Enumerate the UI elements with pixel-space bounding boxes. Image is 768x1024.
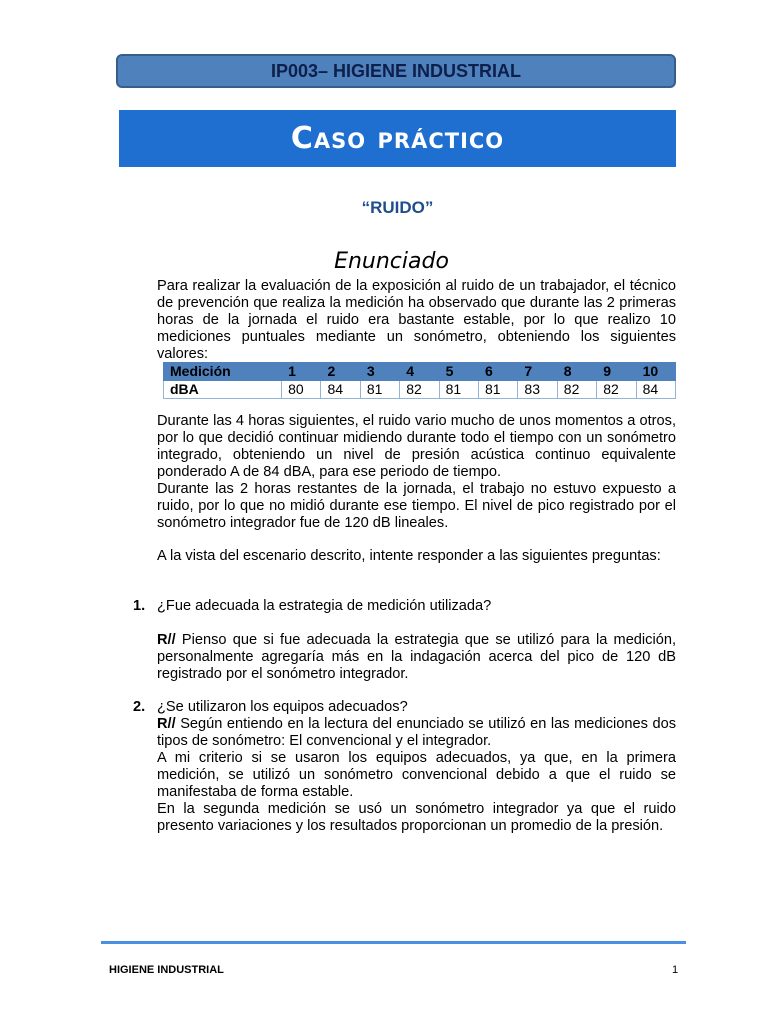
question-number: 1.	[133, 598, 146, 614]
table-column-header: 6	[479, 363, 518, 381]
answer-block	[157, 632, 676, 683]
table-column-header: 4	[400, 363, 439, 381]
table-column-header: 5	[439, 363, 478, 381]
answer-prefix: R//	[157, 632, 176, 648]
table-column-header: 3	[360, 363, 399, 381]
statement-paragraph: Durante las 2 horas restantes de la jornada, el trabajo no estuvo expuesto a ruido, por lo que no midió durante ese tiempo. El nivel de pico registrado por el sonómetro integrador fue de 120 dB lineales.	[157, 481, 676, 531]
table-column-header: 1	[282, 363, 321, 381]
table-row-label: dBA	[164, 381, 282, 399]
table-cell: 84	[321, 381, 360, 399]
footer-divider	[101, 941, 686, 944]
footer-course-name: HIGIENE INDUSTRIAL	[109, 964, 224, 976]
case-subtitle: “RUIDO”	[361, 198, 434, 217]
table-cell: 80	[282, 381, 321, 399]
table-column-header: 7	[518, 363, 557, 381]
table-cell: 83	[518, 381, 557, 399]
case-title: Caso práctico	[290, 121, 505, 156]
table-cell: 81	[439, 381, 478, 399]
table-cell: 82	[400, 381, 439, 399]
table-cell: 81	[479, 381, 518, 399]
table-column-header: 8	[557, 363, 596, 381]
answer-prefix: R//	[157, 716, 176, 732]
table-row	[164, 381, 676, 399]
answer-text: Pienso que si fue adecuada la estrategia que se utilizó para la medición, personalmente agregaría más en la indagación acerca del pico de 120 dB registrado por el sonómetro integrador.	[157, 632, 676, 682]
answer-block	[157, 716, 676, 835]
measurement-table	[163, 362, 676, 399]
answer-text: Según entiendo en la lectura del enunciado se utilizó en las mediciones dos tipos de sonómetro: El convencional y el integrador.	[157, 716, 676, 749]
question-number: 2.	[133, 699, 146, 715]
course-title: IP003– HIGIENE INDUSTRIAL	[270, 61, 522, 81]
case-title-band	[119, 110, 676, 167]
statement-paragraph: Durante las 4 horas siguientes, el ruido vario mucho de unos momentos a otros, por lo que decidió continuar midiendo durante todo el tiempo con un sonómetro integrado, obteniendo un nivel de presión acústica continuo equivalente ponderado A de 84 dBA, para ese periodo de tiempo.	[157, 413, 676, 480]
question-text: ¿Fue adecuada la estrategia de medición utilizada?	[157, 598, 492, 614]
question-text: ¿Se utilizaron los equipos adecuados?	[157, 699, 408, 715]
table-cell: 84	[636, 381, 675, 399]
statement-intro: Para realizar la evaluación de la exposición al ruido de un trabajador, el técnico de prevención que realiza la medición ha observado que durante las 2 primeras horas de la jornada el ruido era bastante estable, por lo que realizo 10 mediciones puntuales mediante un sonómetro, obteniendo los siguientes valores:	[157, 278, 676, 362]
table-column-header: 10	[636, 363, 675, 381]
table-header-row	[164, 363, 676, 381]
course-banner	[116, 54, 676, 88]
table-column-header: 9	[597, 363, 636, 381]
page-number: 1	[672, 964, 679, 976]
statement-body	[157, 413, 676, 532]
section-heading: Enunciado	[334, 249, 449, 274]
table-cell: 82	[597, 381, 636, 399]
table-cell: 82	[557, 381, 596, 399]
table-header-label: Medición	[164, 363, 282, 381]
table-cell: 81	[360, 381, 399, 399]
table-column-header: 2	[321, 363, 360, 381]
answer-paragraph	[157, 716, 676, 750]
answer-paragraph: En la segunda medición se usó un sonómetro integrador ya que el ruido presento variaciones y los resultados proporcionan un promedio de la presión.	[157, 801, 676, 834]
statement-prompt: A la vista del escenario descrito, intente responder a las siguientes preguntas:	[157, 548, 661, 564]
answer-paragraph: A mi criterio si se usaron los equipos adecuados, ya que, en la primera medición, se utilizó un sonómetro convencional debido a que el ruido se manifestaba de forma estable.	[157, 750, 676, 800]
